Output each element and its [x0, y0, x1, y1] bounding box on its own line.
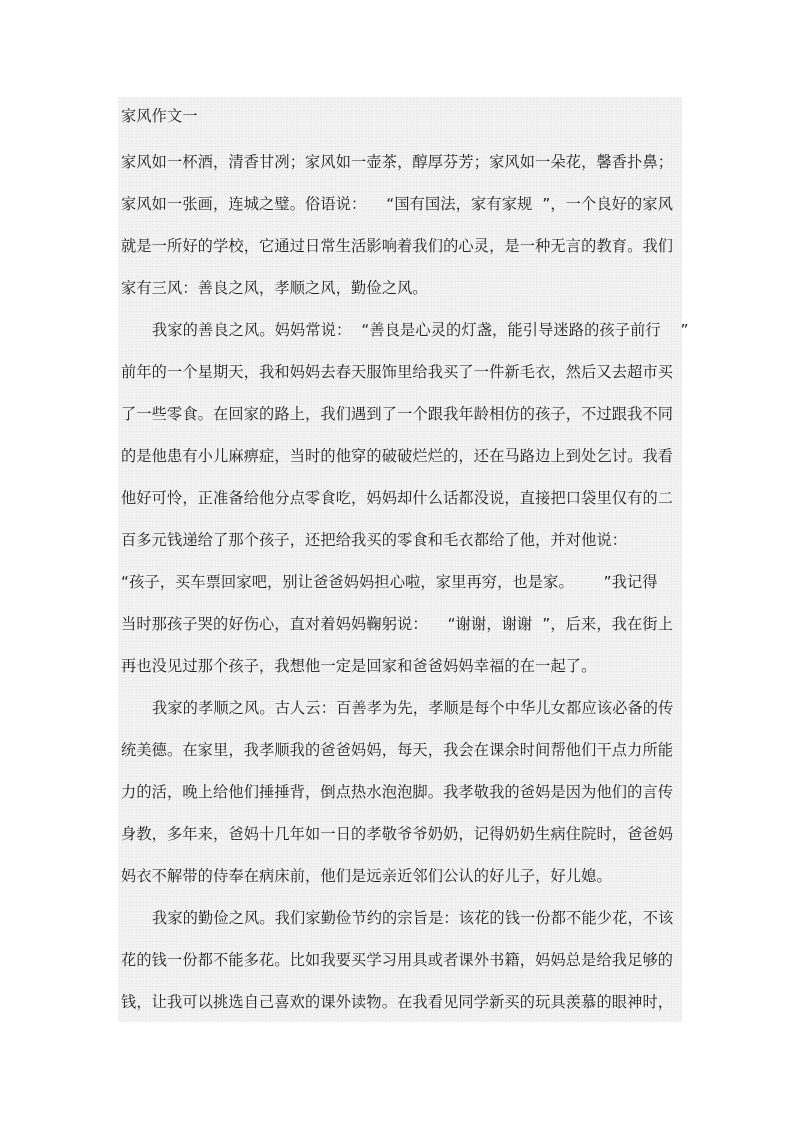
- text-line: 家风如一张画，连城之璧。俗语说： “国有国法，家有家规 ”，一个良好的家风: [121, 195, 674, 213]
- text-line: 他好可怜，正准备给他分点零食吃，妈妈却什么话都没说，直接把口袋里仅有的二: [121, 489, 674, 507]
- text-line: 的是他患有小儿麻痹症，当时的他穿的破破烂烂的，还在马路边上到处乞讨。我看: [121, 447, 674, 465]
- text-line: 就是一所好的学校，它通过日常生活影响着我们的心灵，是一种无言的教育。我们: [121, 237, 674, 255]
- paragraph-start-line: 我家的勤俭之风。我们家勤俭节约的宗旨是：该花的钱一份都不能少花，不该: [152, 909, 674, 927]
- document-title: 家风作文一: [121, 107, 198, 125]
- text-line: 力的活，晚上给他们捶捶背，倒点热水泡泡脚。我孝敬我的爸妈是因为他们的言传: [121, 783, 674, 801]
- text-line: 妈衣不解带的侍奉在病床前，他们是远亲近邻们公认的好儿子，好儿媳。: [121, 867, 612, 885]
- text-line: 花的钱一份都不能多花。比如我要买学习用具或者课外书籍，妈妈总是给我足够的: [121, 951, 674, 969]
- text-line: 了一些零食。在回家的路上，我们遇到了一个跟我年龄相仿的孩子，不过跟我不同: [121, 405, 674, 423]
- paragraph-start-line: 我家的孝顺之风。古人云：百善孝为先，孝顺是每个中华儿女都应该必备的传: [152, 699, 674, 717]
- paragraph-start-line: 我家的善良之风。妈妈常说： “善良是心灵的灯盏，能引导迷路的孩子前行 ”: [152, 321, 689, 339]
- text-line: 家风如一杯酒，清香甘冽；家风如一壶茶，醇厚芬芳；家风如一朵花，馨香扑鼻；: [121, 153, 674, 171]
- text-line: 钱，让我可以挑选自己喜欢的课外读物。在我看见同学新买的玩具羡慕的眼神时，: [121, 993, 674, 1011]
- text-line: 百多元钱递给了那个孩子，还把给我买的零食和毛衣都给了他，并对他说：: [121, 531, 628, 549]
- text-line: 当时那孩子哭的好伤心，直对着妈妈鞠躬说： “谢谢，谢谢 ”，后来，我在街上: [121, 615, 674, 633]
- text-line: 家有三风：善良之风，孝顺之风，勤俭之风。: [121, 279, 428, 297]
- text-line: 再也没见过那个孩子，我想他一定是回家和爸爸妈妈幸福的在一起了。: [121, 657, 597, 675]
- text-line: “孩子，买车票回家吧，别让爸爸妈妈担心啦，家里再穷，也是家。 ”我记得: [121, 573, 658, 591]
- text-line: 身教，多年来，爸妈十几年如一日的孝敬爷爷奶奶，记得奶奶生病住院时，爸爸妈: [121, 825, 674, 843]
- text-line: 统美德。在家里，我孝顺我的爸爸妈妈，每天，我会在课余时间帮他们干点力所能: [121, 741, 674, 759]
- text-line: 前年的一个星期天，我和妈妈去春天服饰里给我买了一件新毛衣，然后又去超市买: [121, 363, 674, 381]
